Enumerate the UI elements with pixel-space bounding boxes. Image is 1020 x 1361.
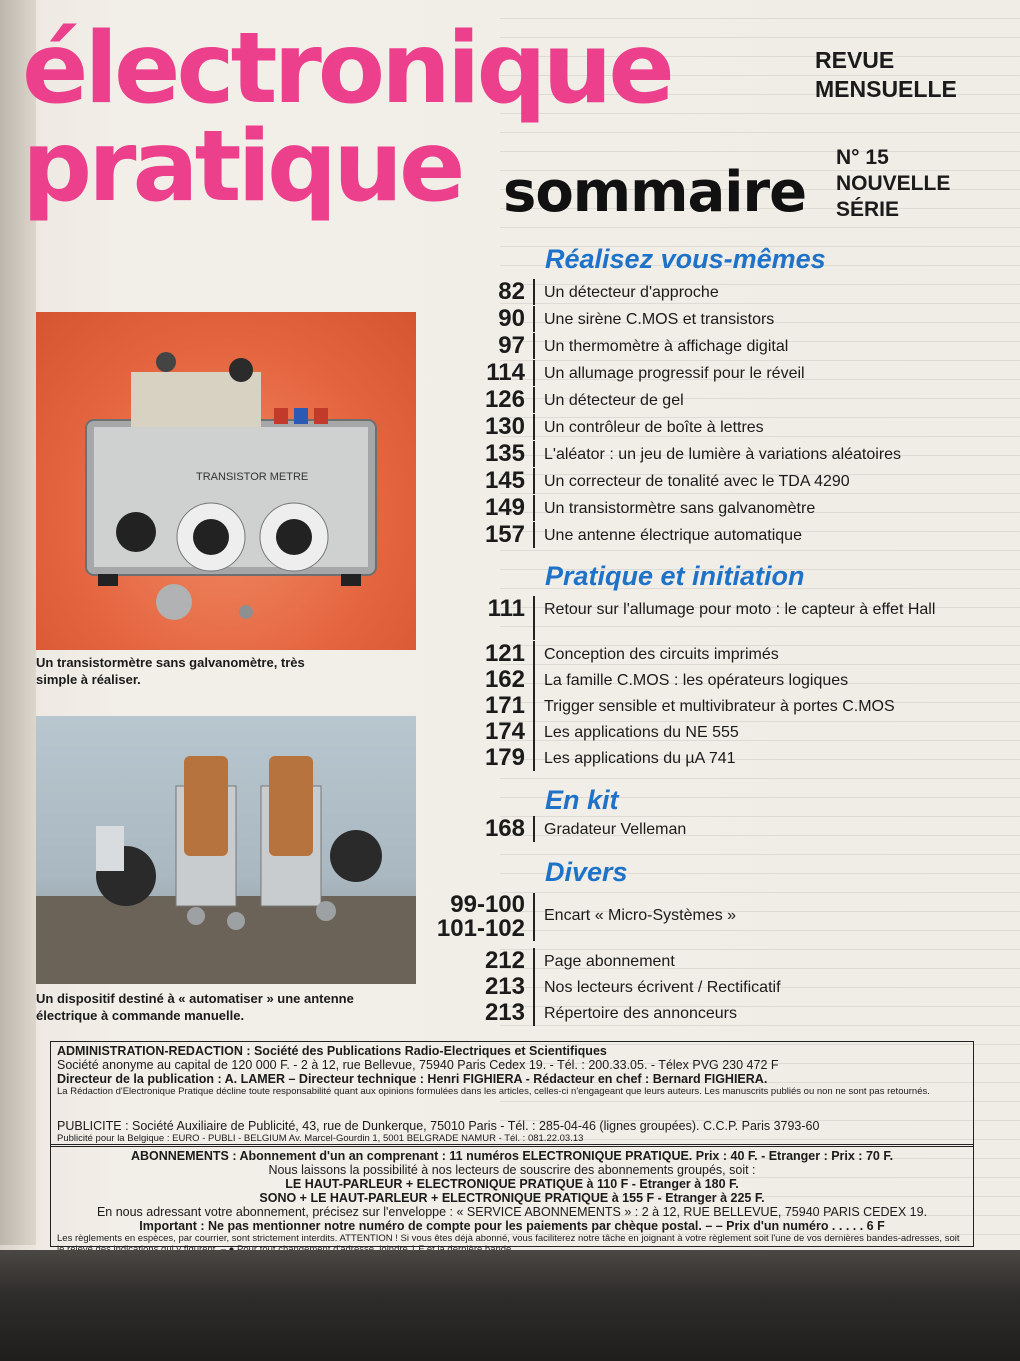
admin-line2: Société anonyme au capital de 120 000 F. - 2 à 12, rue Bellevue, 75940 Paris Cedex 19. - Tél. : 200.33.05. - Télex PVG 230 472 F xyxy=(57,1058,779,1072)
toc-item[interactable] xyxy=(420,948,980,974)
toc-item[interactable] xyxy=(420,816,980,842)
toc-page: 213 xyxy=(420,974,535,1000)
toc-item[interactable] xyxy=(420,974,980,1000)
toc-item[interactable] xyxy=(420,306,980,332)
toc-text: Les applications du NE 555 xyxy=(544,724,739,741)
toc-page: 213 xyxy=(420,1000,535,1026)
toc-page: 82 xyxy=(420,279,535,305)
issue-info xyxy=(836,145,976,223)
toc-page: 149 xyxy=(420,495,535,521)
toc-item[interactable] xyxy=(420,522,980,548)
toc-page: 135 xyxy=(420,441,535,467)
toc-item[interactable] xyxy=(420,641,980,667)
toc-text: L'aléator : un jeu de lumière à variations aléatoires xyxy=(544,446,902,463)
admin-line3: Directeur de la publication : A. LAMER – Directeur technique : Henri FIGHIERA - Rédacteur en chef : Bernard FIGHIERA. xyxy=(57,1072,768,1086)
toc-item[interactable] xyxy=(420,468,980,494)
toc-text: Un thermomètre à affichage digital xyxy=(544,338,789,355)
abo-line3: LE HAUT-PARLEUR + ELECTRONIQUE PRATIQUE à 110 F - Etranger à 180 F. xyxy=(285,1177,739,1191)
toc-page: 90 xyxy=(420,306,535,332)
abo-line2: Nous laissons la possibilité à nos lecteurs de souscrire des abonnements groupés, soit : xyxy=(268,1163,756,1177)
toc-item[interactable] xyxy=(420,667,980,693)
toc-item[interactable] xyxy=(420,693,980,719)
toc-text: Une antenne électrique automatique xyxy=(544,527,802,544)
toc-text: Conception des circuits imprimés xyxy=(544,646,779,663)
photo2-caption: Un dispositif destiné à « automatiser » une antenne électrique à commande manuelle. xyxy=(36,991,354,1023)
masthead-line1: électronique xyxy=(22,12,671,126)
toc-page: 168 xyxy=(420,816,535,842)
toc-text: Un allumage progressif pour le réveil xyxy=(544,365,805,382)
abo-line1: ABONNEMENTS : Abonnement d'un an comprenant : 11 numéros ELECTRONIQUE PRATIQUE. Prix : 40 F. - Etranger : Prix : 70 F. xyxy=(130,1149,894,1163)
toc-item[interactable] xyxy=(420,893,980,941)
toc-page: 114 xyxy=(420,360,535,386)
toc-text: Un détecteur de gel xyxy=(544,392,684,409)
photo1-caption: Un transistormètre sans galvanomètre, très simple à réaliser. xyxy=(36,655,305,687)
toc-page: 97 xyxy=(420,333,535,359)
publicite-box xyxy=(50,1117,974,1147)
toc-page: 174 xyxy=(420,719,535,745)
admin-line1: ADMINISTRATION-REDACTION : Société des Publications Radio-Electriques et Scientifiques xyxy=(57,1044,607,1058)
photo-antenne xyxy=(36,716,416,984)
toc-page: 157 xyxy=(420,522,535,548)
toc-text: Nos lecteurs écrivent / Rectificatif xyxy=(544,979,781,996)
toc-item[interactable] xyxy=(420,333,980,359)
abo-line5: En nous adressant votre abonnement, précisez sur l'enveloppe : « SERVICE ABONNEMENTS » : 2 à 12, RUE BELLEVUE, 75940 PARIS CEDEX 19. xyxy=(96,1205,928,1219)
section-title-divers: Divers xyxy=(545,857,628,887)
toc-page: 126 xyxy=(420,387,535,413)
toc-item[interactable] xyxy=(420,719,980,745)
toc-text: Un correcteur de tonalité avec le TDA 4290 xyxy=(544,473,850,490)
toc-page: 130 xyxy=(420,414,535,440)
toc-text: Encart « Micro-Systèmes » xyxy=(544,907,737,924)
toc-page: 145 xyxy=(420,468,535,494)
toc-text: Un transistormètre sans galvanomètre xyxy=(544,500,816,517)
masthead-line2: pratique xyxy=(22,110,462,224)
page-bottom-shadow xyxy=(0,1250,1020,1361)
abo-line4: SONO + LE HAUT-PARLEUR + ELECTRONIQUE PRATIQUE à 155 F - Etranger à 225 F. xyxy=(259,1191,765,1205)
section-title-kit: En kit xyxy=(545,785,619,815)
toc-text: Répertoire des annonceurs xyxy=(544,1005,738,1022)
toc-item[interactable] xyxy=(420,360,980,386)
toc-page: 121 xyxy=(420,641,535,667)
toc-item[interactable] xyxy=(420,495,980,521)
toc-text: Page abonnement xyxy=(544,953,675,970)
toc-text: Trigger sensible et multivibrateur à portes C.MOS xyxy=(544,698,895,715)
photo-transistormetre xyxy=(36,312,416,650)
toc-page: 171 xyxy=(420,693,535,719)
toc-text: La famille C.MOS : les opérateurs logiques xyxy=(544,672,849,689)
toc-text: Gradateur Velleman xyxy=(544,821,687,838)
toc-item[interactable] xyxy=(420,1000,980,1026)
toc-text: Une sirène C.MOS et transistors xyxy=(544,311,775,328)
toc-page: 179 xyxy=(420,745,535,771)
sommaire-heading: sommaire xyxy=(503,160,807,225)
abo-line7: Les règlements en espèces, par courrier, sont strictement interdits. ATTENTION ! Si vous êtes déjà abonné, vous faciliterez notre tâche en joignant à votre règlement soit l'une de vos dernières bandes-adresses, soit xyxy=(57,1233,960,1244)
toc-text: Un détecteur d'approche xyxy=(544,284,719,301)
toc-item[interactable] xyxy=(420,596,980,640)
toc-page: 212 xyxy=(420,948,535,974)
pub-line2: Publicité pour la Belgique : EURO - PUBLI - BELGIUM Av. Marcel-Gourdin 1, 5001 BELGRADE NAMUR - Tél. : 081.22.03.13 xyxy=(57,1133,584,1144)
admin-line4: La Rédaction d'Electronique Pratique décline toute responsabilité quant aux opinions formulées dans les articles, celles-ci n'engageant que leurs auteurs. Les manuscrits publiés ou non ne sont pas retournés. xyxy=(57,1086,930,1097)
toc-page: 111 xyxy=(420,596,535,640)
abo-line6: Important : Ne pas mentionner notre numéro de compte pour les paiements par chèque postal. – – Prix d'un numéro . . . . . 6 F xyxy=(139,1219,885,1233)
revue-mensuelle: REVUE MENSUELLE xyxy=(815,47,957,102)
toc-item[interactable] xyxy=(420,745,980,771)
toc-item[interactable] xyxy=(420,414,980,440)
transistormetre-illustration xyxy=(36,312,416,650)
issue-series: NOUVELLE SÉRIE xyxy=(836,172,951,221)
device-label: TRANSISTOR METRE xyxy=(196,471,309,483)
toc-text: Un contrôleur de boîte à lettres xyxy=(544,419,764,436)
toc-item[interactable] xyxy=(420,279,980,305)
antenne-circuit-illustration xyxy=(36,716,416,984)
toc-page: 162 xyxy=(420,667,535,693)
abonnements-box xyxy=(50,1147,974,1247)
section-title-pratique: Pratique et initiation xyxy=(545,561,805,591)
toc-item[interactable] xyxy=(420,387,980,413)
toc-page: 99-100 101-102 xyxy=(420,893,535,941)
toc-text: Les applications du µA 741 xyxy=(544,750,736,767)
toc-text: Retour sur l'allumage pour moto : le capteur à effet Hall xyxy=(544,601,936,618)
section-title-realisez: Réalisez vous-mêmes xyxy=(545,244,826,274)
toc-item[interactable] xyxy=(420,441,980,467)
issue-number: N° 15 xyxy=(836,146,889,169)
pub-line1: PUBLICITE : Société Auxiliaire de Publicité, 43, rue de Dunkerque, 75010 Paris - Tél. : 285-04-46 (lignes groupées). C.C.P. Paris 3793-60 xyxy=(57,1119,820,1133)
